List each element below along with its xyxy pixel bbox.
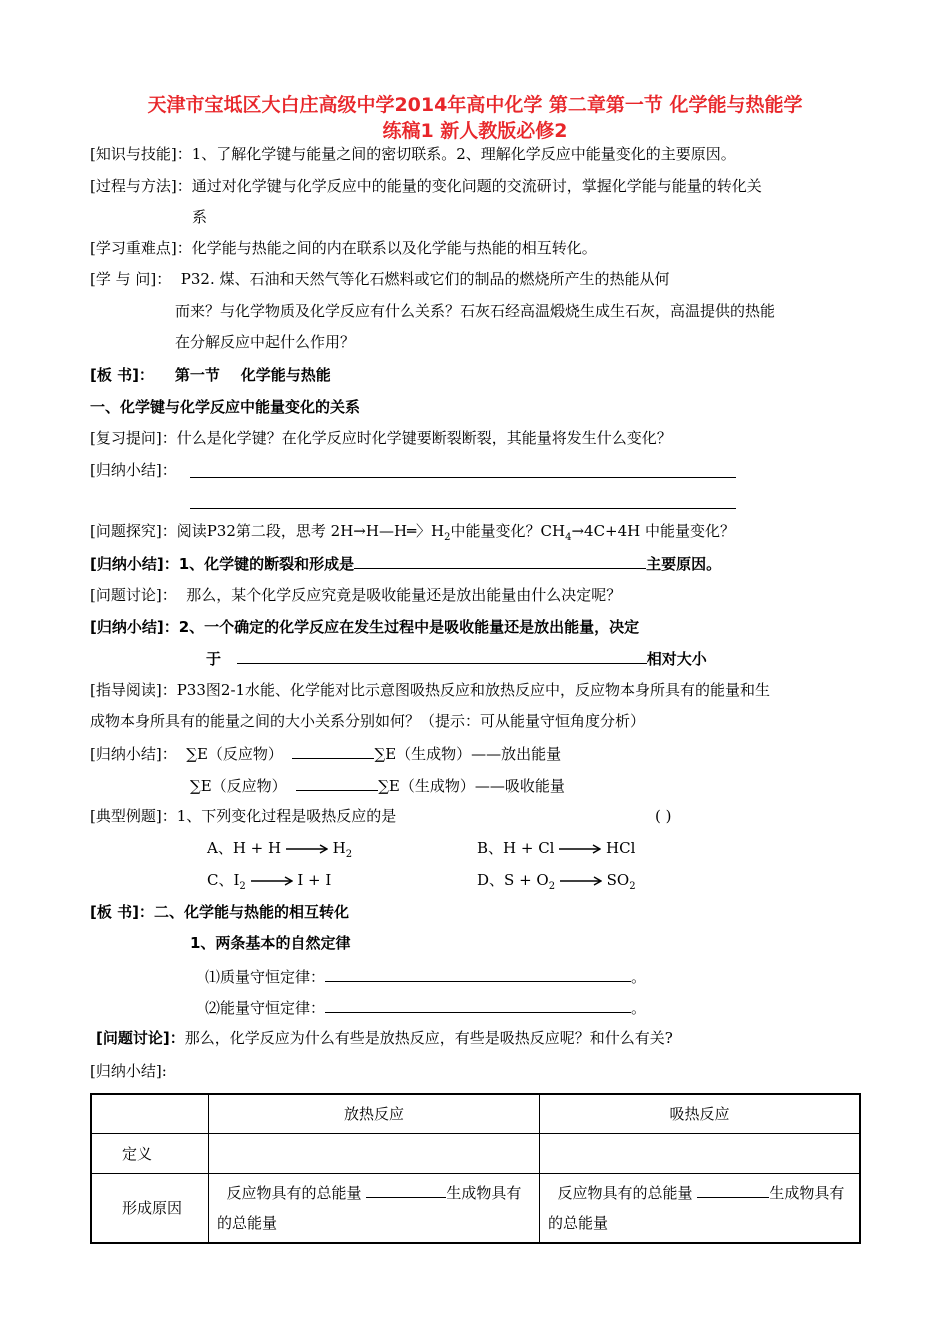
knowledge-row <box>90 144 736 164</box>
discuss2-text: 那么，化学反应为什么有些是放热反应，有些是吸热反应呢？和什么有关? <box>184 1029 673 1047</box>
option-a-sub: 2 <box>345 849 353 860</box>
answer-blank-1[interactable] <box>190 477 736 478</box>
arrow-right-icon <box>251 876 293 886</box>
title-line2: 练稿1 新人教版必修2 <box>382 120 568 142</box>
focus-row <box>90 238 597 258</box>
summary4-row2 <box>190 775 565 796</box>
guide-label: [指导阅读]： <box>90 681 177 699</box>
summary2-label: [归纳小结]： <box>90 555 179 573</box>
title-line1: 天津市宝坻区大白庄高级中学2014年高中化学 第二章第一节 化学能与热能学 <box>147 94 803 116</box>
law2-label: ⑵能量守恒定律： <box>205 999 326 1017</box>
cause-exo-b: 生成物具有的总能量 <box>217 1183 522 1232</box>
summary3-prefix: 于 <box>206 650 222 668</box>
option-b-left: B、H + Cl <box>477 839 555 857</box>
board2-row <box>90 902 349 922</box>
option-d-left: D、S + O <box>477 871 549 889</box>
discuss1-text: 那么，某个化学反应究竟是吸收能量还是放出能量由什么决定呢？ <box>186 586 622 604</box>
answer-blank-5[interactable] <box>292 743 374 759</box>
option-d-right: SO <box>606 871 630 889</box>
law2-row <box>205 997 646 1018</box>
discuss1-label: [问题讨论]： <box>90 586 177 604</box>
inquiry-row <box>90 269 670 289</box>
process-label: [过程与方法]： <box>90 177 192 195</box>
cause-exo-cell[interactable] <box>209 1173 540 1243</box>
table-row-definition <box>91 1133 860 1173</box>
answer-blank-10[interactable] <box>697 1182 769 1198</box>
summary1-label: [归纳小结]： <box>90 461 177 479</box>
knowledge-label: [知识与技能]： <box>90 145 192 163</box>
review-label: [复习提问]： <box>90 429 177 447</box>
answer-blank-8[interactable] <box>325 997 631 1013</box>
page-title <box>60 92 890 144</box>
guide-text-2: 成物本身所具有的能量之间的大小关系分别如何？（提示：可从能量守恒角度分析） <box>90 712 646 730</box>
summary3-label: [归纳小结]： <box>90 618 179 636</box>
option-d[interactable] <box>477 870 636 890</box>
option-c-sub: 2 <box>239 881 246 892</box>
table-corner-cell <box>91 1094 209 1133</box>
option-a[interactable] <box>207 838 352 858</box>
answer-blank-2[interactable] <box>190 508 736 509</box>
board1-section: 第一节 <box>174 366 220 384</box>
definition-endo-cell[interactable] <box>540 1133 861 1173</box>
summary4-line1a: ∑E（反应物） <box>186 745 283 763</box>
option-b[interactable] <box>477 838 635 858</box>
answer-blank-7[interactable] <box>325 966 631 982</box>
law1-label: ⑴质量守恒定律： <box>205 968 326 986</box>
board2-text: 二、化学能与热能的相互转化 <box>153 903 349 921</box>
inquiry-text-2: 而来？与化学物质及化学反应有什么关系？石灰石经高温煅烧生成生石灰，高温提供的热能 <box>175 302 776 320</box>
summary2-row <box>90 553 721 574</box>
review-text: 什么是化学键？在化学反应时化学键要断裂断裂，其能量将发生什么变化？ <box>176 429 672 447</box>
header-exothermic: 放热反应 <box>209 1094 540 1133</box>
example-label: [典型例题]： <box>90 807 177 825</box>
explore-part3: →4C+4H 中能量变化？ <box>571 522 736 540</box>
summary2-end: 主要原因。 <box>646 555 722 573</box>
summary4-row <box>90 743 561 764</box>
answer-blank-6[interactable] <box>296 775 378 791</box>
explore-part2: 中能量变化？CH <box>450 522 566 540</box>
inquiry-text-3: 在分解反应中起什么作用？ <box>175 333 356 351</box>
option-c-right: I + I <box>297 871 332 889</box>
summary2-text: 1、化学键的断裂和形成是 <box>178 555 355 573</box>
law1-period: 。 <box>631 968 647 986</box>
process-text-cont: 系 <box>192 208 208 226</box>
explore-part1: 阅读P32第二段，思考 2H→H—H═〉H <box>176 522 445 540</box>
summary4-line1b: ∑E（生成物）——放出能量 <box>374 745 562 763</box>
summary3-row <box>90 617 639 637</box>
board1-topic: 化学能与热能 <box>240 366 331 384</box>
summary3-end: 相对大小 <box>646 650 707 668</box>
discuss2-row <box>96 1028 673 1048</box>
table-header-row <box>91 1094 860 1133</box>
summary4-label: [归纳小结]： <box>90 745 177 763</box>
option-d-sub: 2 <box>548 881 556 892</box>
header-endothermic: 吸热反应 <box>540 1094 861 1133</box>
summary3-cont <box>206 648 707 669</box>
arrow-right-icon <box>286 844 328 854</box>
definition-exo-cell[interactable] <box>209 1133 540 1173</box>
option-a-left: A、H + H <box>207 839 282 857</box>
discuss1-row <box>90 585 621 605</box>
option-a-right: H <box>332 839 346 857</box>
row-label-cause: 形成原因 <box>91 1173 209 1243</box>
knowledge-text: 1、了解化学键与能量之间的密切联系。2、理解化学反应中能量变化的主要原因。 <box>191 145 736 163</box>
discuss2-label: [问题讨论]： <box>96 1029 185 1047</box>
answer-blank-3[interactable] <box>354 553 646 569</box>
summary3-text: 2、一个确定的化学反应在发生过程中是吸收能量还是放出能量，决定 <box>178 618 640 636</box>
explore-label: [问题探究]： <box>90 522 177 540</box>
option-d-right-sub: 2 <box>629 881 636 892</box>
answer-paren[interactable]: ( ) <box>655 807 672 825</box>
option-c[interactable] <box>207 870 331 890</box>
summary5-label: [归纳小结]: <box>90 1062 167 1080</box>
arrow-right-icon <box>560 876 602 886</box>
option-c-left: C、I <box>207 871 240 889</box>
section-heading-1: 一、化学键与化学反应中能量变化的关系 <box>90 398 361 416</box>
law2-period: 。 <box>631 999 647 1017</box>
arrow-right-icon <box>559 844 601 854</box>
board2-label: [板 书]： <box>90 903 154 921</box>
cause-exo-a: 反应物具有的总能量 <box>226 1183 362 1202</box>
board1-row <box>90 365 331 385</box>
board1-label: [板 书]： <box>90 366 154 384</box>
summary4-line2a: ∑E（反应物） <box>190 777 287 795</box>
comparison-table <box>90 1093 861 1244</box>
explore-row <box>90 521 735 541</box>
process-row <box>90 176 762 196</box>
cause-endo-b: 生成物具有的总能量 <box>548 1183 845 1232</box>
answer-blank-4[interactable] <box>237 648 647 664</box>
example-text: 1、下列变化过程是吸热反应的是 <box>176 807 397 825</box>
laws-heading: 1、两条基本的自然定律 <box>190 934 351 952</box>
summary4-line2b: ∑E（生成物）——吸收能量 <box>378 777 565 795</box>
law1-row <box>205 966 646 987</box>
option-b-right: HCl <box>606 839 636 857</box>
inquiry-label: [学 与 问]： <box>90 270 172 288</box>
table-row-cause <box>91 1173 860 1243</box>
explore-sub-2: 2 <box>444 532 451 543</box>
guide-text: P33图2-1水能、化学能对比示意图吸热反应和放热反应中，反应物本身所具有的能量和生 <box>176 681 771 699</box>
guide-row <box>90 680 770 700</box>
inquiry-text: P32. 煤、石油和天然气等化石燃料或它们的制品的燃烧所产生的热能从何 <box>180 270 670 288</box>
process-text: 通过对化学键与化学反应中的能量的变化问题的交流研讨，掌握化学能与能量的转化关 <box>191 177 762 195</box>
focus-label: [学习重难点]： <box>90 239 192 257</box>
cause-endo-a: 反应物具有的总能量 <box>557 1183 693 1202</box>
explore-sub-4: 4 <box>565 532 572 543</box>
example-row <box>90 806 396 826</box>
cause-endo-cell[interactable] <box>540 1173 861 1243</box>
row-label-definition: 定义 <box>91 1133 209 1173</box>
review-row <box>90 428 672 448</box>
focus-text: 化学能与热能之间的内在联系以及化学能与热能的相互转化。 <box>191 239 597 257</box>
answer-blank-9[interactable] <box>366 1182 446 1198</box>
